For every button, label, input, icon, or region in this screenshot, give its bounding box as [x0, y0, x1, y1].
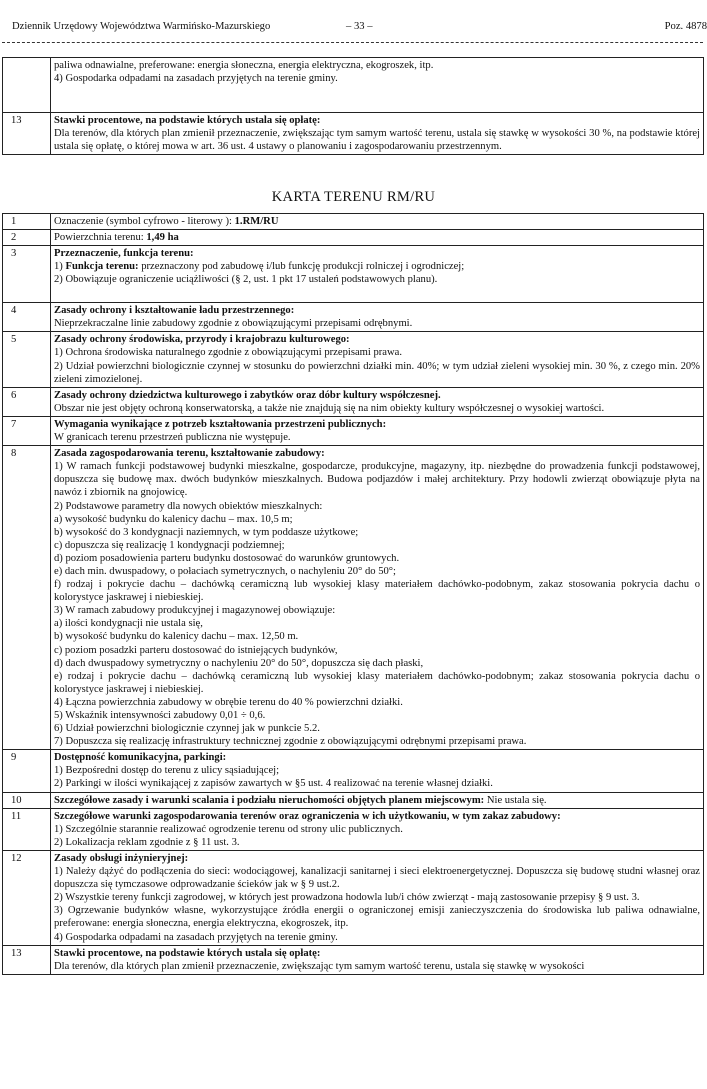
list-item: 1) Bezpośredni dostęp do terenu z ulicy sąsiadującej;	[54, 765, 280, 777]
row-number: 13	[3, 113, 51, 155]
list-item: 4) Łączna powierzchnia zabudowy w obrębie terenu do 40 % powierzchni działki.	[54, 696, 403, 708]
list-item: 2) Obowiązuje ograniczenie uciążliwości (§ 2, ust. 1 pkt 17 ustaleń podstawowych planu).	[54, 274, 438, 286]
row-heading: Dostępność komunikacyjna, parkingi:	[54, 752, 227, 764]
list-item: 2) Parkingi w ilości wynikającej z zapisów zawartych w §5 ust. 4 realizować na terenie własnej działki.	[54, 778, 493, 790]
row-heading: Zasada zagospodarowania terenu, kształtowanie zabudowy:	[54, 448, 325, 460]
row-heading: Przeznaczenie, funkcja terenu:	[54, 248, 194, 260]
row-heading: Zasady ochrony i kształtowanie ładu przestrzennego:	[54, 305, 295, 317]
header-divider	[2, 42, 703, 43]
item-prefix: 1)	[54, 261, 66, 273]
symbol-value: 1.RM/RU	[234, 216, 279, 227]
row-content	[51, 792, 704, 808]
row-content	[51, 850, 704, 945]
list-item: 4) Gospodarka odpadami na zasadach przyjętych na terenie gminy.	[54, 73, 338, 85]
card-title: KARTA TERENU RM/RU	[271, 189, 436, 205]
list-item: 2) Wszystkie tereny funkcji zagrodowej, w których jest prowadzona hodowla lub/i chów zwierząt - mają zastosowanie przepisy § 9 ust. 3.	[54, 892, 640, 904]
row-label: Oznaczenie (symbol cyfrowo - literowy ):	[54, 216, 235, 227]
list-item	[54, 260, 700, 273]
list-item: f) rodzaj i pokrycie dachu – dachówką ceramiczną lub wysokiej klasy materiałem dachówko-podobnym, zakaz stosowania pokrycia dachu o kolorystyce jaskrawej i niebieskiej.	[54, 579, 700, 604]
journal-title: Dziennik Urzędowy Województwa Warmińsko-Mazurskiego	[12, 21, 271, 32]
list-item: 1) Należy dążyć do podłączenia do sieci: wodociągowej, kanalizacji sanitarnej i sieci elektroenergetycznej. Dopuszcza się budowę studni własnej oraz dopuszcza się tymczasowe odprowadzanie ścieków jak w § 9 ust.2.	[54, 866, 700, 891]
row-number: 4	[3, 303, 51, 332]
list-item: c) poziom posadzki parteru dostosować do istniejących budynków,	[54, 644, 338, 656]
row-heading: Zasady obsługi inżynieryjnej:	[54, 852, 189, 864]
area-value: 1,49 ha	[146, 232, 179, 244]
table-row	[3, 750, 704, 792]
row-number: 3	[3, 246, 51, 303]
list-item: 1) Ochrona środowiska naturalnego zgodnie z obowiązującymi przepisami prawa.	[54, 347, 403, 359]
row-text: Dla terenów, dla których plan zmienił przeznaczenie, zwiększając tym samym wartość terenu, ustala się stawkę w wysokości 30 %, na podstawie której ustala się opłatę, o której mowa w art. 36 ust. 4 ustawy o planowaniu i zagospodarowaniu przestrzennym.	[54, 128, 700, 153]
row-text: Obszar nie jest objęty ochroną konserwatorską, a także nie znajdują się na nim obiekty kultury współczesnej o wysokiej wartości.	[54, 402, 605, 414]
list-item: d) dach dwuspadowy symetryczny o nachyleniu 20° do 50°, dopuszcza się dach płaski,	[54, 657, 424, 669]
list-item: b) wysokość do 3 kondygnacji naziemnych, w tym poddasze użytkowe;	[54, 526, 359, 538]
row-content	[51, 945, 704, 974]
row-content	[51, 446, 704, 750]
row-content	[51, 750, 704, 792]
table-row	[3, 808, 704, 850]
position-number: Poz. 4878	[664, 21, 707, 32]
row-number: 1	[3, 214, 51, 230]
row-text: Nie ustala się.	[484, 794, 547, 806]
table-row	[3, 214, 704, 230]
item-text: przeznaczony pod zabudowę i/lub funkcję produkcji rolniczej i ogrodniczej;	[138, 261, 465, 273]
list-item: 4) Gospodarka odpadami na zasadach przyjętych na terenie gminy.	[54, 931, 338, 943]
row-heading: Szczegółowe warunki zagospodarowania terenów oraz ograniczenia w ich użytkowaniu, w tym zakaz zabudowy:	[54, 810, 561, 822]
row-number: 5	[3, 332, 51, 387]
table-row	[3, 58, 704, 113]
row-number: 13	[3, 945, 51, 974]
list-item: 2) Podstawowe parametry dla nowych obiektów mieszkalnych:	[54, 500, 323, 512]
list-item: 6) Udział powierzchni biologicznie czynnej jak w punkcie 5.2.	[54, 723, 320, 735]
item-bold-label: Funkcja terenu:	[65, 261, 139, 273]
table-row	[3, 945, 704, 974]
table-row	[3, 332, 704, 387]
list-item: 2) Udział powierzchni biologicznie czynnej w stosunku do powierzchni działki min. 40%; w tym udział zieleni wysokiej min. 30 %, z czego min. 20% zieleni zimozielonej.	[54, 360, 700, 385]
document-header	[12, 20, 707, 36]
row-label: Powierzchnia terenu:	[54, 232, 147, 244]
row-content	[51, 58, 704, 113]
list-item: 2) Lokalizacja reklam zgodnie z § 11 ust. 3.	[54, 836, 240, 848]
row-heading: Wymagania wynikające z potrzeb kształtowania przestrzeni publicznych:	[54, 418, 387, 430]
row-number: 12	[3, 850, 51, 945]
list-item: c) dopuszcza się realizację 1 kondygnacji podziemnej;	[54, 539, 285, 551]
list-item: e) dach min. dwuspadowy, o połaciach symetrycznych, o nachyleniu 20° do 50°;	[54, 565, 396, 577]
page-number: – 33 –	[346, 21, 373, 32]
list-item: 3) W ramach zabudowy produkcyjnej i magazynowej obowiązuje:	[54, 605, 336, 617]
list-item: d) poziom posadowienia parteru budynku dostosować do warunków gruntowych.	[54, 552, 400, 564]
previous-card-table	[2, 57, 704, 155]
row-text: Dla terenów, dla których plan zmienił przeznaczenie, zwiększając tym samym wartość terenu, ustala się stawkę w wysokości	[54, 960, 585, 972]
list-item: a) ilości kondygnacji nie ustala się,	[54, 618, 203, 630]
table-row	[3, 792, 704, 808]
row-number: 9	[3, 750, 51, 792]
row-heading: Szczegółowe zasady i warunki scalania i podziału nieruchomości objętych planem miejscowym:	[54, 794, 485, 806]
row-heading: Zasady ochrony dziedzictwa kulturowego i zabytków oraz dóbr kultury współczesnej.	[54, 389, 441, 401]
row-heading: Stawki procentowe, na podstawie których ustala się opłatę:	[54, 947, 321, 959]
table-row	[3, 387, 704, 416]
list-item: 1) Szczególnie starannie realizować ogrodzenie terenu od strony ulic publicznych.	[54, 823, 403, 835]
row-number: 2	[3, 230, 51, 246]
row-text: Nieprzekraczalne linie zabudowy zgodnie z obowiązującymi przepisami odrębnymi.	[54, 318, 413, 330]
table-row	[3, 303, 704, 332]
list-item: paliwa odnawialne, preferowane: energia słoneczna, energia elektryczna, ekogroszek, itp.	[54, 60, 434, 71]
row-content	[51, 303, 704, 332]
row-content	[51, 113, 704, 155]
table-row	[3, 246, 704, 303]
table-row	[3, 446, 704, 750]
list-item: 3) Ogrzewanie budynków własne, wykorzystujące źródła energii o ograniczonej emisji zanieczyszczenia do środowiska lub paliwa odnawialne, preferowane: energia słoneczna, energia elektryczna, ekogroszek, itp.	[54, 905, 700, 930]
row-number: 11	[3, 808, 51, 850]
row-content	[51, 214, 704, 230]
table-row	[3, 230, 704, 246]
row-content	[51, 332, 704, 387]
row-number: 10	[3, 792, 51, 808]
list-item: a) wysokość budynku do kalenicy dachu – max. 10,5 m;	[54, 513, 293, 525]
row-content	[51, 416, 704, 445]
list-item: e) rodzaj i pokrycie dachu – dachówką ceramiczną lub wysokiej klasy materiałem dachówko-podobnym; zakaz stosowania pokrycia dachu o kolorystyce jaskrawej i niebieskiej.	[54, 670, 700, 695]
row-content	[51, 387, 704, 416]
list-item: 1) W ramach funkcji podstawowej budynki mieszkalne, gospodarcze, produkcyjne, magazyny, itp. niezbędne do prowadzenia funkcji podstawowej, dopuszcza się budowę max. dwóch budynków mieszkalnych. Budowa podjazdów i małej architektury. Przy hodowli zwierząt obowiązuje płyta na nawóz i zbiornik na gnojowicę.	[54, 461, 700, 499]
table-row	[3, 416, 704, 445]
table-row	[3, 850, 704, 945]
list-item: b) wysokość budynku do kalenicy dachu – max. 12,50 m.	[54, 631, 299, 643]
row-number: 8	[3, 446, 51, 750]
row-number: 6	[3, 387, 51, 416]
list-item: 5) Wskaźnik intensywności zabudowy 0,01 ÷ 0,6.	[54, 710, 266, 721]
list-item: 7) Dopuszcza się realizację infrastruktury technicznej zgodnie z obowiązującymi odrębnymi przepisami prawa.	[54, 736, 527, 748]
row-content	[51, 808, 704, 850]
row-content	[51, 230, 704, 246]
row-heading: Stawki procentowe, na podstawie których ustala się opłatę:	[54, 115, 321, 126]
row-content	[51, 246, 704, 303]
row-text: W granicach terenu przestrzeń publiczna nie występuje.	[54, 432, 291, 444]
row-number: 7	[3, 416, 51, 445]
row-heading: Zasady ochrony środowiska, przyrody i krajobrazu kulturowego:	[54, 334, 350, 346]
table-row	[3, 113, 704, 155]
land-card-table	[2, 213, 704, 975]
row-number	[3, 58, 51, 113]
